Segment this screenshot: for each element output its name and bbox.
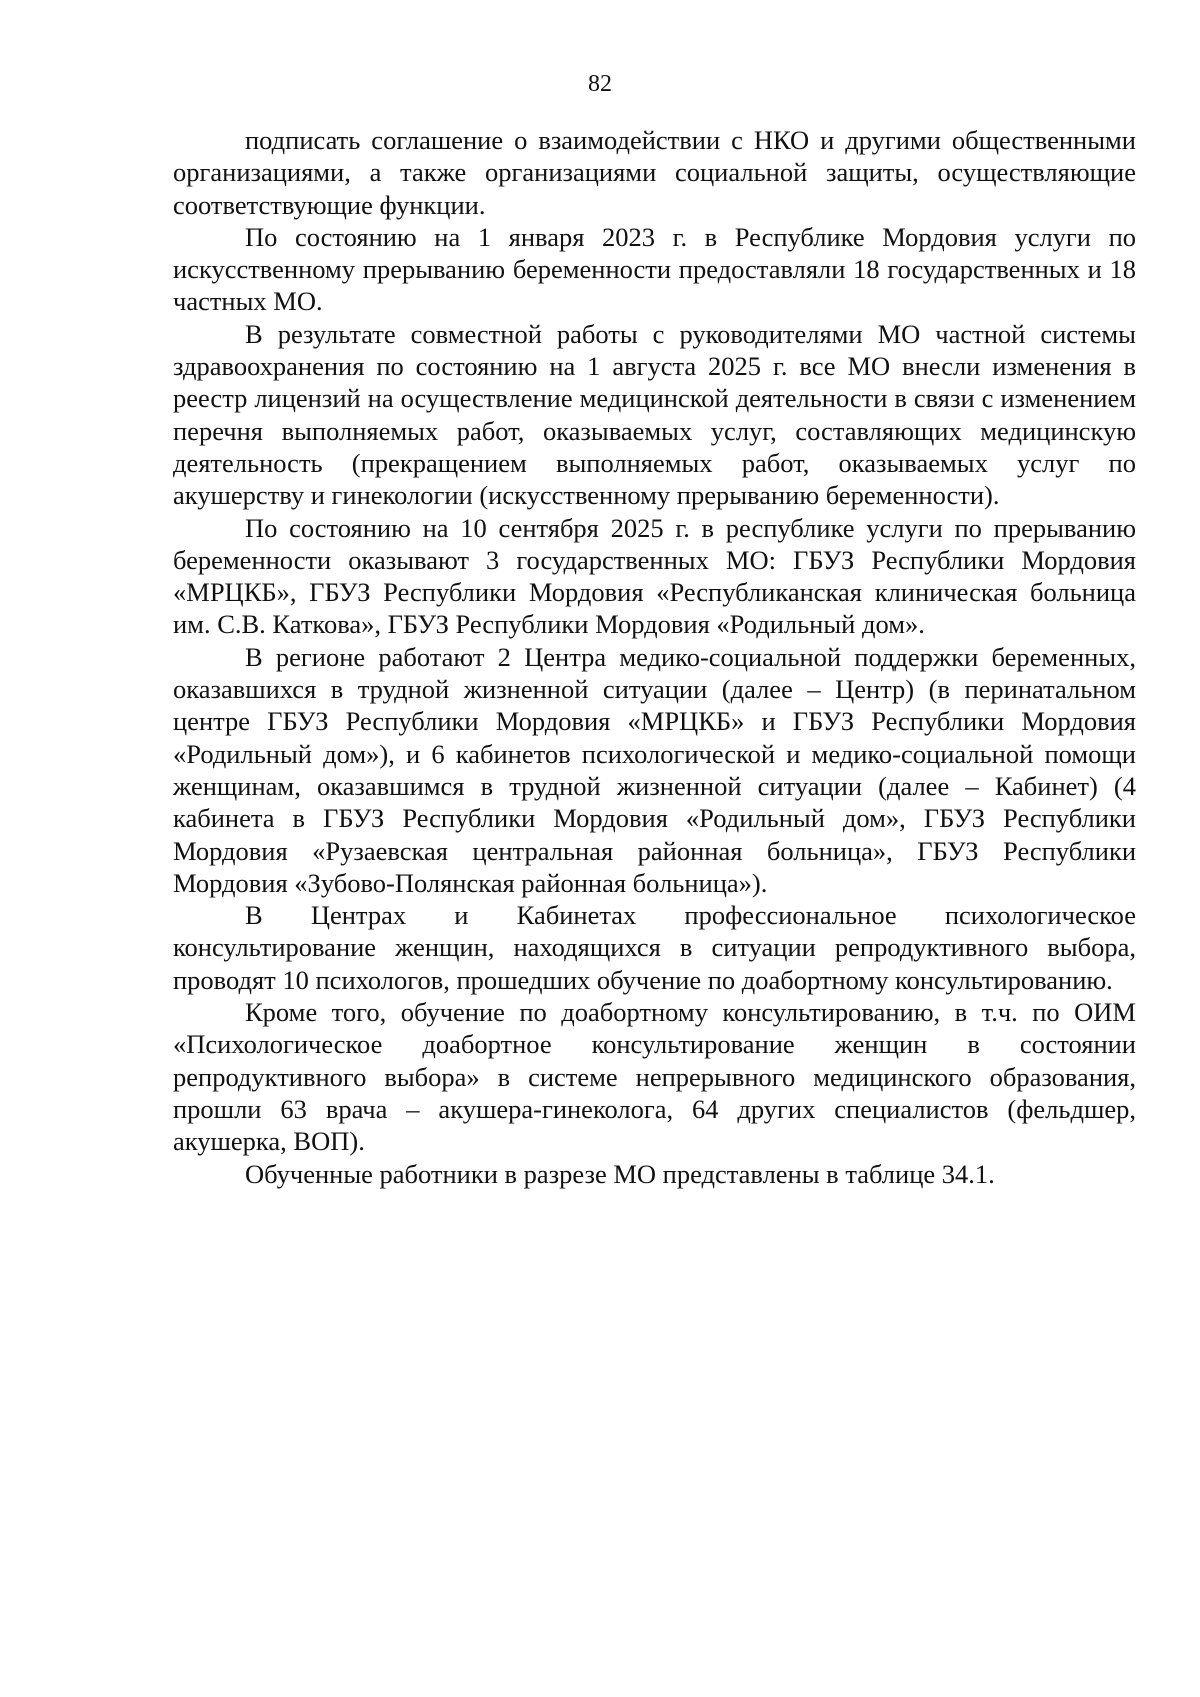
page-number: 82 <box>588 71 612 97</box>
paragraph: В результате совместной работы с руководителями МО частной системы здравоохранения по состоянию на 1 августа 2025 г. все МО внесли изменения в реестр лицензий на осуществление медицинской деятельности в связи с изменением перечня выполняемых работ, оказываемых услуг, составляющих медицинскую деятельность (прекращением выполняемых работ, оказываемых услуг по акушерству и гинекологии (искусственному прерыванию беременности). <box>173 318 1136 511</box>
paragraph: По состоянию на 10 сентября 2025 г. в республике услуги по прерыванию беременности оказывают 3 государственных МО: ГБУЗ Республики Мордовия «МРЦКБ», ГБУЗ Республики Мордовия «Республиканская клиническая больница им. С.В. Каткова», ГБУЗ Республики Мордовия «Родильный дом». <box>173 512 1136 640</box>
document-body <box>173 124 1136 1190</box>
paragraph: подписать соглашение о взаимодействии с НКО и другими общественными организациями, а также организациями социальной защиты, осуществляющие соответствующие функции. <box>173 125 1136 220</box>
paragraph: В Центрах и Кабинетах профессиональное психологическое консультирование женщин, находящихся в ситуации репродуктивного выбора, проводят 10 психологов, прошедших обучение по доабортному консультированию. <box>173 900 1136 995</box>
paragraph: Кроме того, обучение по доабортному консультированию, в т.ч. по ОИМ «Психологическое доабортное консультирование женщин в состоянии репродуктивного выбора» в системе непрерывного медицинского образования, прошли 63 врача – акушера-гинеколога, 64 других специалистов (фельдшер, акушерка, ВОП). <box>173 997 1136 1157</box>
paragraph: По состоянию на 1 января 2023 г. в Республике Мордовия услуги по искусственному прерыванию беременности предоставляли 18 государственных и 18 частных МО. <box>173 221 1136 317</box>
paragraph: В регионе работают 2 Центра медико-социальной поддержки беременных, оказавшихся в трудной жизненной ситуации (далее – Центр) (в перинатальном центре ГБУЗ Республики Мордовия «МРЦКБ» и ГБУЗ Республики Мордовия «Родильный дом»), и 6 кабинетов психологической и медико-социальной помощи женщинам, оказавшимся в трудной жизненной ситуации (далее – Кабинет) (4 кабинета в ГБУЗ Республики Мордовия «Родильный дом», ГБУЗ Республики Мордовия «Рузаевская центральная районная больница», ГБУЗ Республики Мордовия «Зубово-Полянская районная больница»). <box>173 641 1136 898</box>
paragraph: Обученные работники в разрезе МО представлены в таблице 34.1. <box>245 1158 995 1189</box>
